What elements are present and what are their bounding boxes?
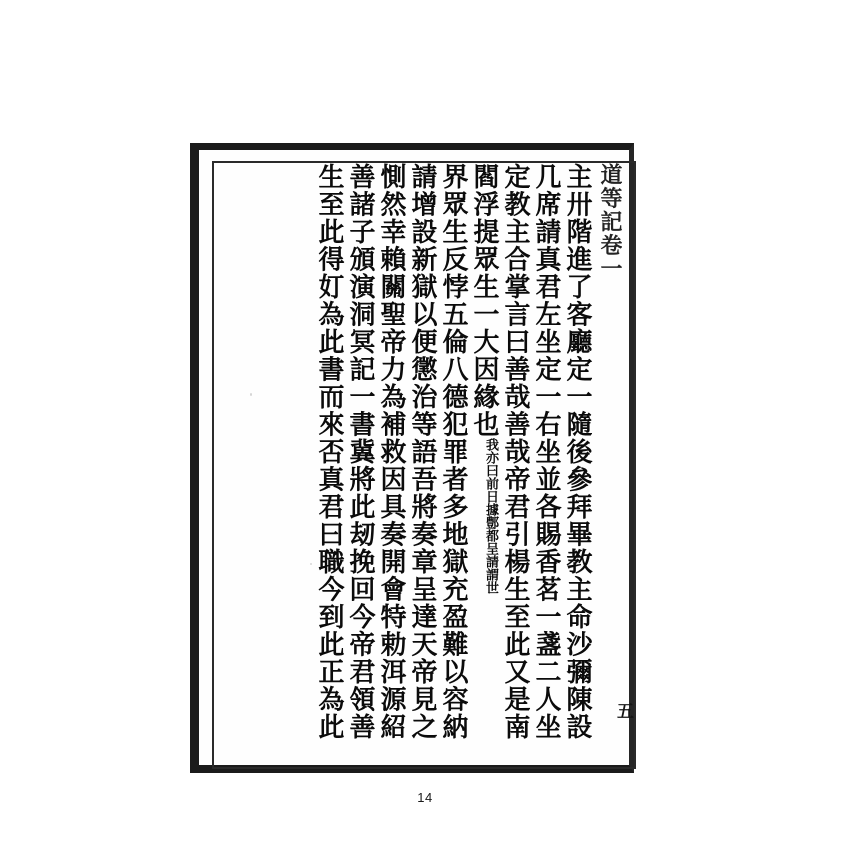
folio-number: 14 [417,790,433,805]
text-column-4 [466,161,497,751]
text-column-1: 主卅階進了客廳定一隨後參拜畢教主命沙彌陳設 [562,163,592,741]
text-column-4-main: 閻浮提眾生一大因緣也 [469,163,499,438]
text-column-container [208,157,622,757]
text-column-9: 生至此得奵為此書而來否真君曰職今到此正為此 [314,163,344,741]
scanned-plate [190,143,634,773]
text-column-5: 界眾生反悖五倫八德犯罪者多地獄充盈難以容納 [438,163,468,741]
text-column-7: 惻然幸賴關聖帝力為補救因具奏開會特勅洱源紹 [376,163,406,741]
interlinear-note: 我亦曰前日據鄷都呈請謂世 [483,438,498,594]
block-page-number: 五 [613,702,633,719]
text-column-3: 定教主合掌言曰善哉善哉帝君引楊生至此又是南 [500,163,530,741]
header-column: 道等記卷一 [597,163,622,281]
text-column-8: 善諸子頒演洞冥記一書冀將此刼挽回今帝君領善 [345,163,375,741]
text-column-2: 几席請真君左坐定一右坐並各賜香茗一盞二人坐 [531,163,561,741]
text-column-6: 請增設新獄以便懲治等語吾將奏章呈達天帝見之 [407,163,437,741]
